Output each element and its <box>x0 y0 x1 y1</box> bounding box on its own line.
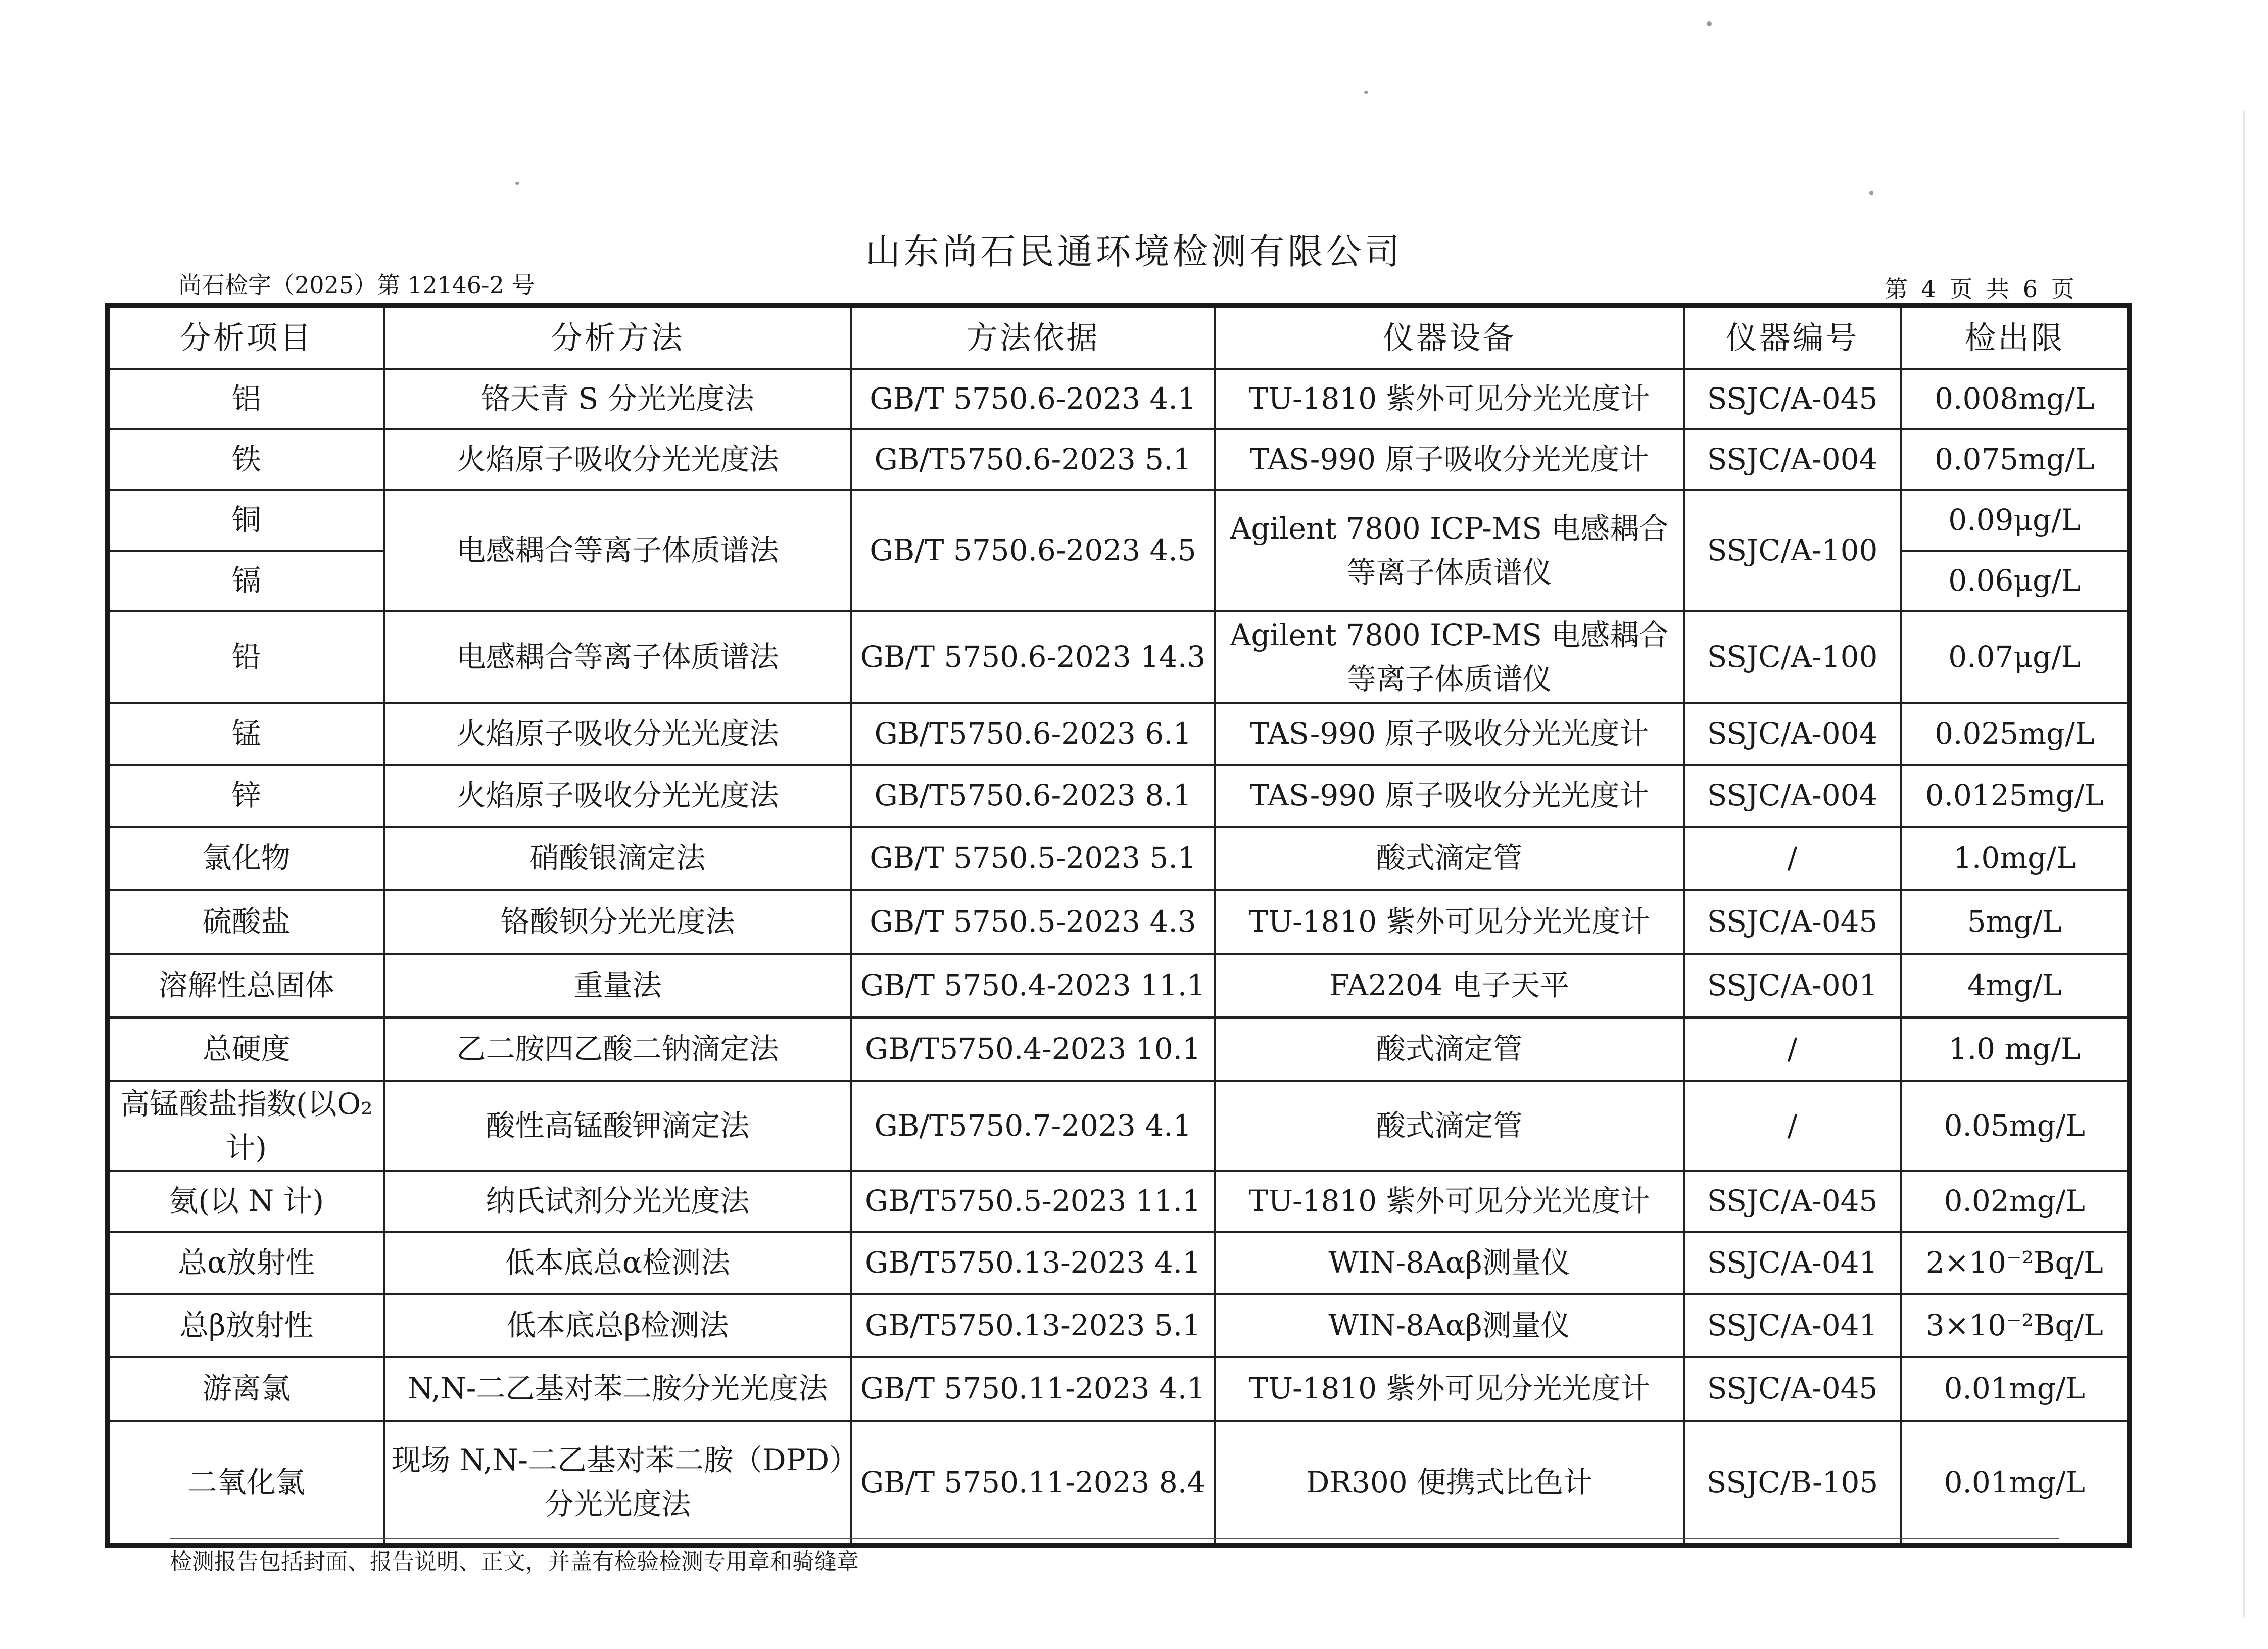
limit-cell: 0.075mg/L <box>1901 429 2130 490</box>
instrument-no-cell: SSJC/A-041 <box>1684 1232 1901 1294</box>
table-row <box>108 827 2130 890</box>
instrument-no-cell: SSJC/A-004 <box>1684 765 1901 827</box>
basis-cell: GB/T5750.6-2023 5.1 <box>851 429 1215 490</box>
column-header: 仪器设备 <box>1215 306 1684 369</box>
table-row <box>108 429 2130 490</box>
item-cell: 镉 <box>108 551 384 611</box>
instrument-cell: TU-1810 紫外可见分光光度计 <box>1215 369 1684 429</box>
limit-cell: 0.01mg/L <box>1901 1421 2130 1546</box>
basis-cell: GB/T5750.6-2023 6.1 <box>851 703 1215 765</box>
limit-cell: 0.06μg/L <box>1901 551 2130 611</box>
method-cell: 火焰原子吸收分光光度法 <box>384 765 851 827</box>
limit-cell: 0.01mg/L <box>1901 1357 2130 1421</box>
basis-cell: GB/T 5750.4-2023 11.1 <box>851 954 1215 1017</box>
basis-cell: GB/T5750.13-2023 5.1 <box>851 1294 1215 1357</box>
instrument-no-cell: / <box>1684 1081 1901 1171</box>
method-cell: 铬天青 S 分光光度法 <box>384 369 851 429</box>
limit-cell: 1.0 mg/L <box>1901 1017 2130 1081</box>
instrument-no-cell: SSJC/A-045 <box>1684 890 1901 954</box>
table-row <box>108 703 2130 765</box>
method-cell: 低本底总β检测法 <box>384 1294 851 1357</box>
instrument-no-cell: SSJC/A-100 <box>1684 490 1901 611</box>
limit-cell: 1.0mg/L <box>1901 827 2130 890</box>
limit-cell: 0.0125mg/L <box>1901 765 2130 827</box>
instrument-cell: 酸式滴定管 <box>1215 827 1684 890</box>
table-row <box>108 1017 2130 1081</box>
item-cell: 高锰酸盐指数(以O₂计) <box>108 1081 384 1171</box>
instrument-no-cell: SSJC/B-105 <box>1684 1421 1901 1546</box>
instrument-cell: TU-1810 紫外可见分光光度计 <box>1215 890 1684 954</box>
instrument-no-cell: SSJC/A-045 <box>1684 1357 1901 1421</box>
instrument-cell: TAS-990 原子吸收分光光度计 <box>1215 703 1684 765</box>
basis-cell: GB/T 5750.6-2023 14.3 <box>851 611 1215 703</box>
method-cell: 电感耦合等离子体质谱法 <box>384 611 851 703</box>
method-cell: N,N-二乙基对苯二胺分光光度法 <box>384 1357 851 1421</box>
table-row <box>108 1357 2130 1421</box>
instrument-no-cell: SSJC/A-001 <box>1684 954 1901 1017</box>
limit-cell: 0.02mg/L <box>1901 1171 2130 1232</box>
instrument-cell: TAS-990 原子吸收分光光度计 <box>1215 429 1684 490</box>
instrument-no-cell: SSJC/A-041 <box>1684 1294 1901 1357</box>
item-cell: 溶解性总固体 <box>108 954 384 1017</box>
instrument-no-cell: SSJC/A-045 <box>1684 369 1901 429</box>
instrument-cell: FA2204 电子天平 <box>1215 954 1684 1017</box>
company-name: 山东尚石民通环境检测有限公司 <box>865 231 1403 272</box>
item-cell: 游离氯 <box>108 1357 384 1421</box>
limit-cell: 4mg/L <box>1901 954 2130 1017</box>
limit-cell: 0.008mg/L <box>1901 369 2130 429</box>
instrument-no-cell: / <box>1684 1017 1901 1081</box>
limit-cell: 3×10⁻²Bq/L <box>1901 1294 2130 1357</box>
item-cell: 二氧化氯 <box>108 1421 384 1546</box>
basis-cell: GB/T5750.4-2023 10.1 <box>851 1017 1215 1081</box>
instrument-cell: WIN-8Aαβ测量仪 <box>1215 1232 1684 1294</box>
instrument-cell: 酸式滴定管 <box>1215 1081 1684 1171</box>
item-cell: 铜 <box>108 490 384 551</box>
table-header-row <box>108 306 2130 369</box>
item-cell: 铅 <box>108 611 384 703</box>
limit-cell: 0.025mg/L <box>1901 703 2130 765</box>
method-cell: 低本底总α检测法 <box>384 1232 851 1294</box>
scan-speck <box>1364 91 1368 94</box>
limit-cell: 2×10⁻²Bq/L <box>1901 1232 2130 1294</box>
column-header: 检出限 <box>1901 306 2130 369</box>
method-cell: 铬酸钡分光光度法 <box>384 890 851 954</box>
basis-cell: GB/T5750.5-2023 11.1 <box>851 1171 1215 1232</box>
instrument-cell: TU-1810 紫外可见分光光度计 <box>1215 1171 1684 1232</box>
table-row <box>108 490 2130 551</box>
item-cell: 总硬度 <box>108 1017 384 1081</box>
item-cell: 硫酸盐 <box>108 890 384 954</box>
basis-cell: GB/T5750.7-2023 4.1 <box>851 1081 1215 1171</box>
table-row <box>108 1171 2130 1232</box>
instrument-no-cell: SSJC/A-004 <box>1684 703 1901 765</box>
instrument-cell: WIN-8Aαβ测量仪 <box>1215 1294 1684 1357</box>
limit-cell: 0.07μg/L <box>1901 611 2130 703</box>
table-row <box>108 765 2130 827</box>
table-row <box>108 890 2130 954</box>
column-header: 方法依据 <box>851 306 1215 369</box>
method-cell: 乙二胺四乙酸二钠滴定法 <box>384 1017 851 1081</box>
method-cell: 现场 N,N-二乙基对苯二胺（DPD）分光光度法 <box>384 1421 851 1546</box>
instrument-cell: DR300 便携式比色计 <box>1215 1421 1684 1546</box>
analysis-methods-table <box>105 303 2132 1548</box>
method-cell: 重量法 <box>384 954 851 1017</box>
item-cell: 铁 <box>108 429 384 490</box>
item-cell: 氨(以 N 计) <box>108 1171 384 1232</box>
basis-cell: GB/T 5750.11-2023 4.1 <box>851 1357 1215 1421</box>
item-cell: 锰 <box>108 703 384 765</box>
method-cell: 电感耦合等离子体质谱法 <box>384 490 851 611</box>
instrument-no-cell: SSJC/A-100 <box>1684 611 1901 703</box>
basis-cell: GB/T 5750.5-2023 4.3 <box>851 890 1215 954</box>
instrument-cell: 酸式滴定管 <box>1215 1017 1684 1081</box>
method-cell: 硝酸银滴定法 <box>384 827 851 890</box>
item-cell: 总α放射性 <box>108 1232 384 1294</box>
basis-cell: GB/T 5750.6-2023 4.1 <box>851 369 1215 429</box>
method-cell: 纳氏试剂分光光度法 <box>384 1171 851 1232</box>
basis-cell: GB/T 5750.5-2023 5.1 <box>851 827 1215 890</box>
document-number: 尚石检字（2025）第 12146-2 号 <box>178 271 535 299</box>
item-cell: 铝 <box>108 369 384 429</box>
footer-rule <box>170 1538 2059 1539</box>
limit-cell: 0.05mg/L <box>1901 1081 2130 1171</box>
instrument-cell: TU-1810 紫外可见分光光度计 <box>1215 1357 1684 1421</box>
limit-cell: 5mg/L <box>1901 890 2130 954</box>
column-header: 分析项目 <box>108 306 384 369</box>
footer-note: 检测报告包括封面、报告说明、正文，并盖有检验检测专用章和骑缝章 <box>170 1549 859 1575</box>
basis-cell: GB/T 5750.11-2023 8.4 <box>851 1421 1215 1546</box>
table-row <box>108 1294 2130 1357</box>
scan-speck <box>515 182 519 185</box>
basis-cell: GB/T 5750.6-2023 4.5 <box>851 490 1215 611</box>
table-row <box>108 1232 2130 1294</box>
table-row <box>108 1081 2130 1171</box>
item-cell: 总β放射性 <box>108 1294 384 1357</box>
table-row <box>108 954 2130 1017</box>
table-row <box>108 369 2130 429</box>
limit-cell: 0.09μg/L <box>1901 490 2130 551</box>
column-header: 分析方法 <box>384 306 851 369</box>
method-cell: 酸性高锰酸钾滴定法 <box>384 1081 851 1171</box>
basis-cell: GB/T5750.13-2023 4.1 <box>851 1232 1215 1294</box>
page-info: 第 4 页 共 6 页 <box>1885 275 2078 303</box>
basis-cell: GB/T5750.6-2023 8.1 <box>851 765 1215 827</box>
table-row <box>108 611 2130 703</box>
instrument-cell: Agilent 7800 ICP-MS 电感耦合等离子体质谱仪 <box>1215 611 1684 703</box>
scan-speck <box>1707 21 1712 26</box>
item-cell: 氯化物 <box>108 827 384 890</box>
instrument-no-cell: SSJC/A-004 <box>1684 429 1901 490</box>
item-cell: 锌 <box>108 765 384 827</box>
method-cell: 火焰原子吸收分光光度法 <box>384 429 851 490</box>
column-header: 仪器编号 <box>1684 306 1901 369</box>
instrument-cell: TAS-990 原子吸收分光光度计 <box>1215 765 1684 827</box>
instrument-no-cell: / <box>1684 827 1901 890</box>
method-cell: 火焰原子吸收分光光度法 <box>384 703 851 765</box>
scan-speck <box>1869 191 1873 195</box>
scan-edge-mark <box>2243 111 2245 1617</box>
instrument-no-cell: SSJC/A-045 <box>1684 1171 1901 1232</box>
instrument-cell: Agilent 7800 ICP-MS 电感耦合等离子体质谱仪 <box>1215 490 1684 611</box>
table-row <box>108 1421 2130 1546</box>
